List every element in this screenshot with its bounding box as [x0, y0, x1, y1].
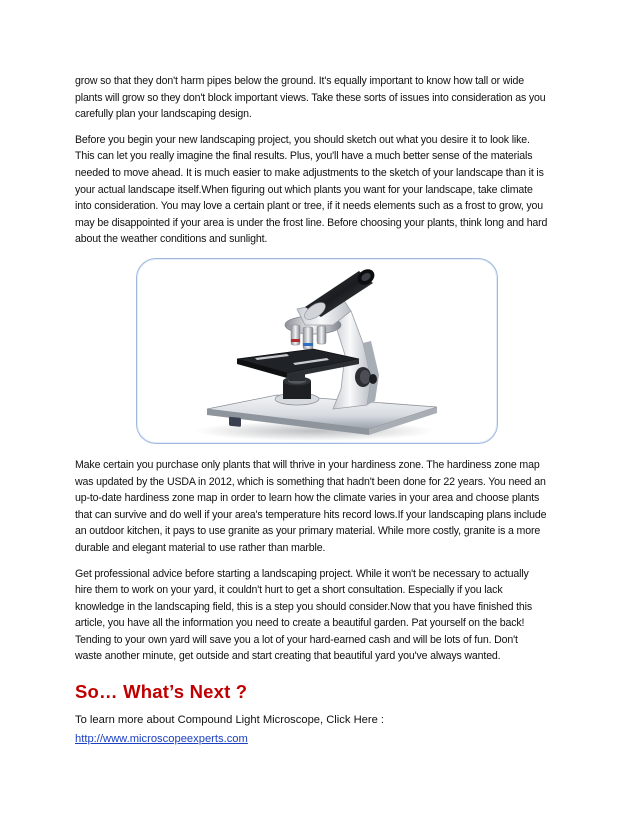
paragraph-line: Make certain you purchase only plants that will thrive in your hardiness zone. The hardiness zone map — [75, 458, 540, 471]
paragraph-line: knowledge in the landscaping field, this is a step you should consider.Now that you have finished this — [75, 600, 533, 613]
paragraph-line: waste another minute, get outside and start creating that beautiful yard you've always wanted. — [75, 650, 501, 663]
paragraph-line: may be disappointed if your area is under the frost line. Before choosing your plants, think long and hard — [75, 216, 548, 229]
paragraph-line: an outdoor kitchen, it pays to use granite as your primary material. While more costly, granite is a more — [75, 525, 541, 538]
paragraph-line: Tending to your own yard will save you a lot of your hard-earned cash and will be lots of fun. Don't — [75, 633, 518, 646]
paragraph-line: about the weather conditions and sunlight. — [75, 233, 268, 246]
paragraph-line: grow so that they don't harm pipes below the ground. It's equally important to know how tall or wide — [75, 75, 524, 87]
paragraph-line: article, you have all the information you need to create a beautiful garden. Pat yourself on the back! — [75, 617, 525, 630]
paragraph-line: This can let you really imagine the final results. Plus, you'll have a much better sense of the materials — [75, 150, 533, 163]
paragraph-line: carefully plan your landscaping design. — [75, 108, 252, 121]
microscope-image — [137, 259, 497, 443]
paragraph-line: Get professional advice before starting a landscaping project. While it won't be necessary to actually — [75, 567, 529, 580]
paragraph-line: plants will grow so they don't block important views. Take these sorts of issues into consideration as you — [75, 91, 546, 104]
paragraph-3 — [75, 457, 571, 557]
paragraph-4 — [75, 566, 571, 666]
paragraph-line: up-to-date hardiness zone map in order to learn how the climate varies in your area and choose plants — [75, 492, 540, 505]
paragraph-line: your actual landscape itself.When figuring out which plants you want for your landscape, take climate — [75, 183, 533, 196]
paragraph-line: needed to move ahead. It is much easier to make adjustments to the sketch of your landscape than it is — [75, 166, 544, 179]
figure — [75, 258, 571, 444]
learn-more-text: To learn more about Compound Light Microscope, Click Here : — [75, 714, 385, 727]
paragraph-1 — [75, 73, 571, 123]
paragraph-line: durable and elegant material to use rather than marble. — [75, 541, 326, 554]
paragraph-line: into consideration. You may love a certain plant or tree, if it needs elements such as a frost to grow, you — [75, 200, 544, 213]
paragraph-line: Before you begin your new landscaping project, you should sketch out what you desire it to look like. — [75, 133, 530, 146]
paragraph-line: that can survive and do well if your area's temperature hits record lows.If your landscaping plans include — [75, 508, 547, 521]
microscope-experts-link[interactable]: http://www.microscopeexperts.com — [75, 733, 248, 746]
paragraph-line: hire them to work on your yard, it couldn't hurt to get a short consultation. Especially if you lack — [75, 584, 503, 597]
microscope-image-frame — [136, 258, 498, 444]
section-heading: So… What’s Next ? — [75, 681, 248, 703]
document-page — [75, 73, 571, 748]
paragraph-2 — [75, 132, 571, 248]
paragraph-line: was updated by the USDA in 2012, which is something that hadn't been done for 22 years. You need an — [75, 475, 546, 488]
